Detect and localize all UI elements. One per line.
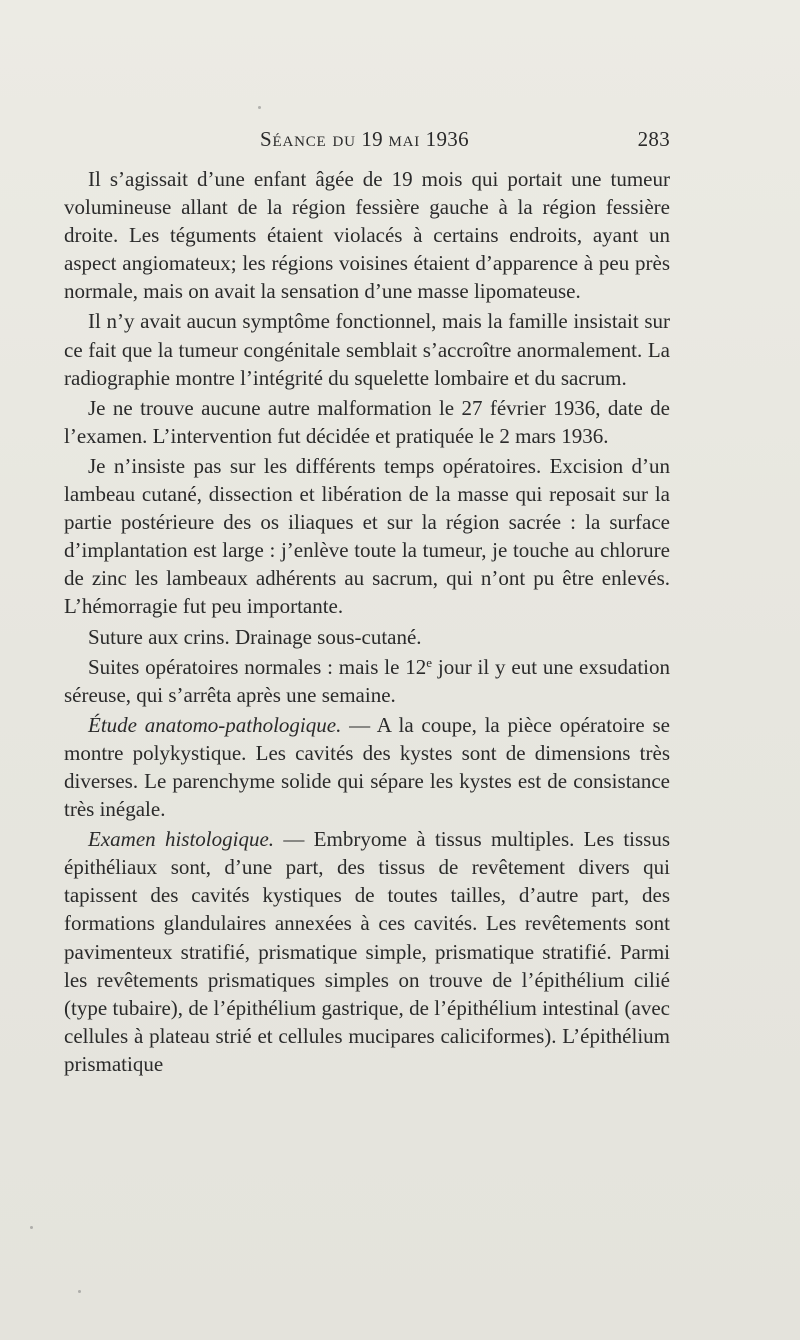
section-heading-examen: Examen histologique. [88, 827, 275, 852]
paragraph-symptoms: Il n’y avait aucun symptôme fonctionnel, mais la famille insistait sur ce fait que la tumeur congénitale semblait s’accroître anormalement. La radiographie montre l’intégrité du squelette lombaire et du sacrum. [64, 309, 670, 390]
page-number: 283 [637, 127, 670, 151]
paragraph-postoperative [64, 653, 670, 709]
header-title-prefix: Séance du [260, 127, 356, 151]
postoperative-text-end: jour il y eut une exsudation séreuse, qui s’arrêta après une semaine. [64, 654, 670, 707]
body-text [64, 165, 670, 1078]
histology-text: — Embryome à tissus multiples. Les tissus épithéliaux sont, d’une part, des tissus de revêtement divers qui tapissent des cavités kystiques de toutes tailles, d’autre part, des formations glandulaires annexées à ces cavités. Les revêtements sont pavimenteux stratifié, prismatique simple, prismatique stratifié. Parmi les revêtements prismatiques simples on trouve de l’épithélium cilié (type tubaire), de l’épithélium gastrique, de l’épithélium intestinal (avec cellules à plateau strié et cellules mucipares caliciformes). L’épithélium prismatique [64, 827, 671, 1076]
paragraph-histology [64, 825, 670, 1078]
scan-speck [78, 1290, 81, 1293]
header-day: 19 [361, 127, 383, 151]
section-heading-etude: Étude anatomo-pathologique. [88, 712, 342, 737]
paragraph-case-description: Il s’agissait d’une enfant âgée de 19 mois qui portait une tumeur volumineuse allant de la région fessière gauche à la région fessière droite. Les téguments étaient violacés à certains endroits, ayant un aspect angiomateux; les régions voisines étaient d’apparence à peu près normale, mais on avait la sensation d’une masse lipomateuse. [64, 167, 670, 304]
paragraph-anatomo-pathology [64, 711, 670, 823]
anatomo-pathology-text: — A la coupe, la pièce opératoire se montre polykystique. Les cavités des kystes sont de dimensions très diverses. Le parenchyme solide qui sépare les kystes est de consistance très inégale. [64, 712, 670, 822]
ordinal-superscript: e [426, 654, 433, 670]
paragraph-suture: Suture aux crins. Drainage sous-cutané. [88, 624, 422, 649]
header-year: 1936 [425, 127, 469, 151]
paragraph-exam-date: Je ne trouve aucune autre malformation le 27 février 1936, date de l’examen. L’intervention fut décidée et pratiquée le 2 mars 1936. [64, 395, 670, 448]
running-title [260, 127, 469, 152]
scan-speck [258, 106, 261, 109]
paragraph-operation: Je n’insiste pas sur les différents temps opératoires. Excision d’un lambeau cutané, dissection et libération de la masse qui reposait sur la partie postérieure des os iliaques et sur la région sacrée : la surface d’implantation est large : j’enlève toute la tumeur, je touche au chlorure de zinc les lambeaux adhérents au sacrum, qui n’ont pu être enlevés. L’hémorragie fut peu importante. [64, 453, 670, 619]
header-month: mai [388, 127, 421, 151]
running-header [64, 127, 670, 157]
postoperative-text-start: Suites opératoires normales : mais le 12 [88, 654, 427, 679]
scan-speck [30, 1226, 33, 1229]
